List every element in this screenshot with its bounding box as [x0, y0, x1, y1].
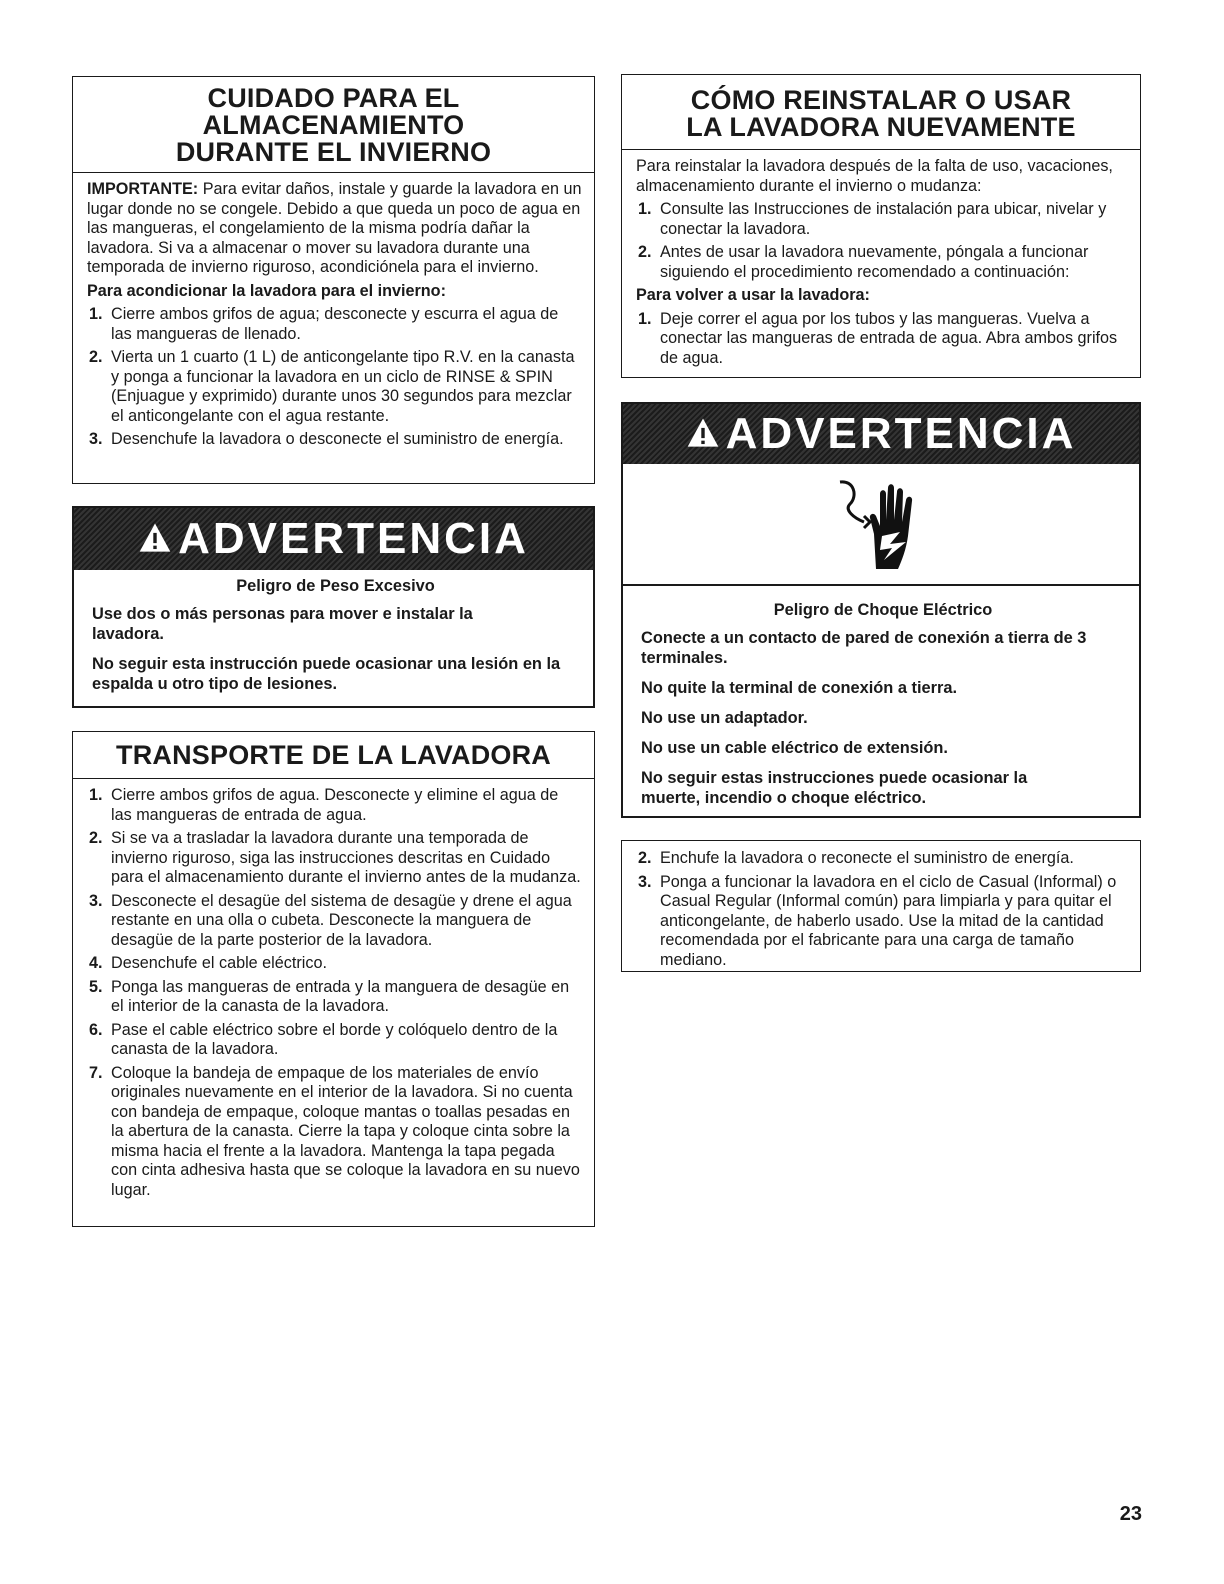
reinstall-steps	[636, 200, 1128, 282]
step-text: Cierre ambos grifos de agua; desconecte y escurra el agua de las mangueras de llenado.	[111, 305, 559, 343]
step-number: 5.	[89, 977, 103, 996]
step-number: 1.	[638, 309, 652, 328]
winter-step	[87, 305, 582, 344]
shock-hazard-area	[623, 464, 1139, 586]
step-number: 4.	[89, 954, 103, 972]
shock-warning-body	[623, 586, 1139, 826]
transport-step	[87, 892, 582, 951]
weight-warning-body	[74, 570, 593, 712]
step-text: Vierta un 1 cuarto (1 L) de anticongelante tipo R.V. en la canasta y ponga a funcionar la lavadora en un ciclo de RINSE & SPIN (Enjuague y exprimido) durante unos 30 segundos para mezclar el anticongelante con el agua restante.	[111, 348, 575, 425]
reuse-step	[636, 310, 1128, 369]
step-text: Enchufe la lavadora o reconecte el suministro de energía.	[660, 849, 1074, 867]
shock-warning-line1: Conecte a un contacto de pared de conexión a tierra de 3 terminales.	[641, 629, 1087, 667]
winter-steps	[87, 305, 582, 450]
transport-step	[87, 1064, 582, 1201]
transport-step	[87, 829, 582, 888]
step-number: 2.	[89, 829, 103, 847]
step-number: 3.	[638, 872, 652, 891]
step-number: 7.	[89, 1063, 103, 1082]
winter-storage-body	[73, 173, 594, 460]
transport-title: TRANSPORTE DE LA LAVADORA	[73, 732, 594, 779]
step-number: 1.	[89, 305, 103, 323]
transport-step	[87, 786, 582, 825]
step-number: 3.	[89, 891, 103, 910]
warning-band	[623, 404, 1139, 464]
weight-warning-line2: No seguir esta instrucción puede ocasionar una lesión en la espalda u otro tipo de lesiones.	[92, 655, 561, 693]
step-text: Ponga a funcionar la lavadora en el ciclo de Casual (Informal) o Casual Regular (Informal común) para limpiarla y para quitar el anticongelante, de haberlo usado. Use la mitad de la cantidad recomendada por el fabricante para una carga de tamaño mediano.	[660, 872, 1117, 969]
electric-shock-hand-icon	[836, 474, 926, 574]
warning-label: ADVERTENCIA	[178, 514, 529, 563]
step-text: Desenchufe la lavadora o desconecte el suministro de energía.	[111, 430, 564, 448]
reuse-continued-steps	[636, 849, 1128, 970]
step-text: Pase el cable eléctrico sobre el borde y colóquelo dentro de la canasta de la lavadora.	[111, 1020, 558, 1058]
warning-triangle-icon	[138, 521, 172, 555]
step-text: Si se va a trasladar la lavadora durante una temporada de invierno riguroso, siga las instrucciones descritas en Cuidado para el almacenamiento durante el invierno antes de la mudanza.	[111, 829, 581, 886]
reinstall-title-line2: LA LAVADORA NUEVAMENTE	[686, 112, 1076, 142]
step-text: Desconecte el desagüe del sistema de desagüe y drene el agua restante en una olla o cubeta. Desconecte la manguera de desagüe de la parte posterior de la lavadora.	[111, 891, 572, 949]
reinstall-title-line1: CÓMO REINSTALAR O USAR	[690, 85, 1072, 115]
step-text: Antes de usar la lavadora nuevamente, póngala a funcionar siguiendo el procedimiento recomendado a continuación:	[660, 243, 1089, 281]
step-number: 3.	[89, 430, 103, 448]
step-number: 2.	[638, 243, 652, 261]
reinstall-section	[621, 74, 1141, 378]
step-text: Coloque la bandeja de empaque de los materiales de envío originales nuevamente en el interior de la lavadora. Si no cuenta con bandeja de empaque, coloque mantas o toallas pesadas en la abertura de la canasta. Cierre la tapa y coloque cinta sobre la misma hacia el frente a la lavadora. Mantenga la tapa pegada con cinta adhesiva hasta que se coloque la lavadora en su nuevo lugar.	[111, 1063, 580, 1199]
electric-shock-warning	[621, 402, 1141, 818]
winter-step	[87, 348, 582, 426]
step-text: Ponga las mangueras de entrada y la manguera de desagüe en el interior de la canasta de la lavadora.	[111, 977, 570, 1015]
reuse-subheading: Para volver a usar la lavadora:	[636, 286, 870, 304]
winter-subheading: Para acondicionar la lavadora para el invierno:	[87, 281, 446, 300]
shock-warning-heading: Peligro de Choque Eléctrico	[773, 601, 993, 619]
reinstall-intro: Para reinstalar la lavadora después de la falta de uso, vacaciones, almacenamiento durante el invierno o mudanza:	[636, 157, 1113, 195]
step-number: 2.	[89, 348, 103, 366]
step-text: Consulte las Instrucciones de instalación para ubicar, nivelar y conectar la lavadora.	[660, 200, 1107, 238]
step-number: 1.	[89, 786, 103, 804]
reuse-step	[636, 849, 1128, 869]
shock-warning-line2: No quite la terminal de conexión a tierra.	[641, 679, 958, 697]
transport-section	[72, 731, 595, 1227]
shock-warning-line3: No use un adaptador.	[641, 709, 808, 727]
shock-warning-line5: No seguir estas instrucciones puede ocasionar la muerte, incendio o choque eléctrico.	[641, 769, 1028, 807]
transport-steps	[87, 786, 582, 1200]
step-text: Cierre ambos grifos de agua. Desconecte y elimine el agua de las mangueras de entrada de agua.	[111, 786, 559, 824]
winter-intro-text: Para evitar daños, instale y guarde la lavadora en un lugar donde no se congele. Debido a que queda un poco de agua en las mangueras, el congelamiento de la misma podría dañar la lavadora. Si va a almacenar o mover su lavadora durante una temporada de invierno riguroso, acondiciónela para el invierno.	[87, 180, 582, 276]
winter-step	[87, 430, 582, 450]
excessive-weight-warning	[72, 506, 595, 708]
reinstall-title	[622, 75, 1140, 150]
reuse-steps	[636, 310, 1128, 369]
reinstall-step	[636, 243, 1128, 282]
transport-step	[87, 954, 582, 974]
weight-warning-heading: Peligro de Peso Excesivo	[236, 577, 435, 595]
weight-warning-line1: Use dos o más personas para mover e instalar la lavadora.	[92, 605, 473, 643]
winter-storage-title	[73, 77, 594, 173]
important-label: IMPORTANTE:	[87, 180, 199, 198]
winter-title-line1: CUIDADO PARA EL ALMACENAMIENTO	[202, 83, 465, 140]
step-text: Desenchufe el cable eléctrico.	[111, 954, 327, 972]
warning-triangle-icon	[686, 416, 720, 450]
winter-storage-section	[72, 76, 595, 484]
warning-band	[74, 508, 593, 570]
reuse-step	[636, 873, 1128, 971]
winter-intro	[87, 180, 582, 278]
page-number: 23	[1119, 1503, 1142, 1525]
step-text: Deje correr el agua por los tubos y las mangueras. Vuelva a conectar las mangueras de entrada de agua. Abra ambos grifos de agua.	[660, 309, 1118, 367]
transport-step	[87, 1021, 582, 1060]
step-number: 1.	[638, 200, 652, 218]
reuse-continued-section	[621, 840, 1141, 972]
reuse-continued-body	[622, 841, 1140, 980]
step-number: 6.	[89, 1020, 103, 1039]
warning-label: ADVERTENCIA	[725, 409, 1077, 458]
transport-body	[73, 779, 594, 1210]
reinstall-step	[636, 200, 1128, 239]
shock-warning-line4: No use un cable eléctrico de extensión.	[641, 739, 948, 757]
reinstall-body	[622, 150, 1140, 378]
step-number: 2.	[638, 849, 652, 867]
transport-step	[87, 978, 582, 1017]
winter-title-line2: DURANTE EL INVIERNO	[175, 137, 492, 167]
